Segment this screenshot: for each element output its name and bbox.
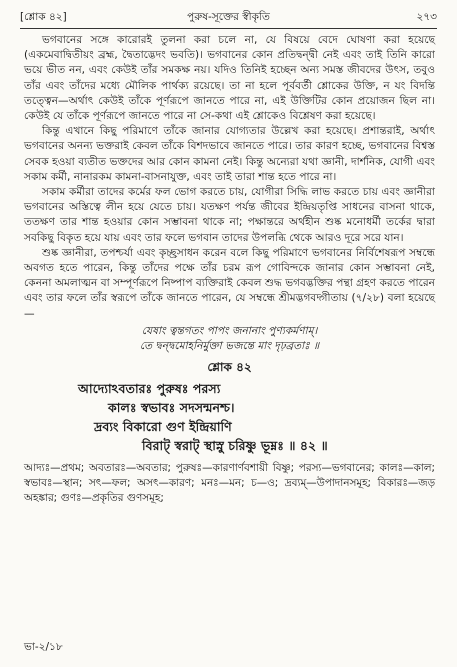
- paragraph-3: সকাম কর্মীরা তাদের কর্মের ফল ভোগ করতে চায়, যোগীরা সিদ্ধি লাভ করতে চায় এবং জ্ঞানীরা ভগবানের অস্তিত্বে লীন হয়ে যেতে চায়। যতক্ষণ পর্যন্ত জীবের ইন্দ্রিয়তৃপ্তি সাধনের বাসনা থাকে, ততক্ষণ তার শান্ত হওয়ার কোন সম্ভাবনা থাকে না; পক্ষান্তরে অর্থহীন শুষ্ক মনোধর্মী তর্কের দ্বারা সবকিছু বিকৃত হয়ে যায় এবং তার ফলে ভগবান তাদের উপলব্ধি থেকে আরও দূরে সরে যান।: [24, 186, 435, 244]
- header-chapter-title: পুরুষ-সূক্তের স্বীকৃতি: [187, 11, 270, 23]
- sloka-line-1: আদ্যোঽবতারঃ পুরুষঃ পরস্য: [78, 381, 221, 397]
- gita-quote: [24, 324, 435, 354]
- paragraph-2: কিন্তু এখানে কিছু পরিমাণে তাঁকে জানার যোগ্যতার উল্লেখ করা হয়েছে। প্রশান্তরাই, অর্থাৎ ভগবানের অনন্য ভক্তরাই কেবল তাঁকে বিশদভাবে জানতে পারে। তার কারণ হচ্ছে, ভগবানের বিশ্বস্ত সেবক হওয়া ব্যতীত ভক্তদের আর কোন কামনা নেই। কিন্তু অন্যেরা যথা জ্ঞানী, দার্শনিক, যোগী এবং সকাম কর্মী, নানারকম কামনা-বাসনাযুক্ত, এবং তাই তারা শান্ত হতে পারে না।: [24, 125, 435, 183]
- sloka-line-2: কালঃ স্বভাবঃ সদসন্মনশ্চ।: [108, 400, 235, 416]
- sloka-title: শ্লোক ৪২: [207, 359, 252, 374]
- header-divider: [20, 28, 437, 29]
- paragraph-4: শুষ্ক জ্ঞানীরা, তপশ্চর্যা এবং কৃচ্ছ্রসাধন করেন বলে কিছু পরিমাণে ভগবানের নির্বিশেষরূপ সম্বন্ধে অবগত হতে পারেন, কিন্তু তাঁদের পক্ষে তাঁর চরম রূপ গোবিন্দকে জানার কোন সম্ভাবনা নেই, কেননা অমলাত্মন বা সম্পূর্ণরূপে নিষ্পাপ ব্যক্তিরাই কেবল শুদ্ধ ভগবদ্ভক্তির পন্থা গ্রহণ করতে পারেন এবং তার ফলে তাঁর স্বরূপে তাঁকে জানতে পারেন, যে সম্বন্ধে শ্রীমদ্ভগবদ্গীতায় (৭/২৮) বলা হয়েছে—: [24, 246, 435, 320]
- word-meanings: আদ্যঃ—প্রথম; অবতারঃ—অবতার; পুরুষঃ—কারণার্ণবশায়ী বিষ্ণু; পরস্য—ভগবানের; কালঃ—কাল; স্বভাবঃ—স্থান; সৎ—ফল; অসৎ—কারণ; মনঃ—মন; চ—ও; দ্রব্যম্—উপাদানসমূহ; বিকারঃ—জড় অহঙ্কার; গুণঃ—প্রকৃতির গুণসমূহ;: [24, 462, 435, 505]
- footer-signature: ভা-২/১৮: [24, 641, 63, 653]
- page-header: [20, 10, 437, 26]
- page-body: [24, 33, 435, 506]
- sloka-line-4: বিরাট্‌ স্বরাট্‌ স্থাস্নু চরিষ্ণু ভূম্নঃ ॥ ৪২ ॥: [142, 438, 328, 454]
- sloka-line-3: দ্রব্যং বিকারো গুণ ইন্দ্রিয়াণি: [94, 419, 232, 435]
- header-verse-ref: [শ্লোক ৪২]: [20, 11, 67, 23]
- gita-quote-line-1: যেষাং ত্বন্তগতং পাপং জনানাং পুণ্যকর্মণাম্‌।: [141, 324, 318, 337]
- gita-quote-line-2: তে দ্বন্দ্বমোহনির্মুক্তা ভজন্তে মাং দৃঢ়ব্রতাঃ ॥: [139, 339, 320, 352]
- page-number: ২৭৩: [416, 11, 437, 23]
- paragraph-1: ভগবানের সঙ্গে কারোরই তুলনা করা চলে না, যে বিষয়ে বেদে ঘোষণা করা হয়েছে (একমেবাদ্বিতীয়ং ব্রহ্ম, দ্বৈতাদ্ভেদং ভবতি)। ভগবানের কোন প্রতিদ্বন্দ্বী নেই এবং তাই তিনি কারো ভয়ে ভীত নন, এবং কেউই তাঁর সমকক্ষ নয়। যদিও তিনিই হচ্ছেন অন্য সমস্ত জীবদের উৎস, তবুও তাঁর এবং তাঁদের মধ্যে মৌলিক পার্থক্য রয়েছে। তা না হলে পূর্ববর্তী শ্লোকের উক্তি, ন যং বিদন্তি তত্ত্বেন—অর্থাৎ কেউই তাঁকে পূর্ণরূপে জানতে পারে না, এই উক্তিটির কোন প্রয়োজন ছিল না। কেউই যে তাঁকে পূর্ণরূপে জানতে পারে না সে-কথা এই শ্লোকেও বিশ্লেষণ করা হয়েছে।: [24, 34, 435, 123]
